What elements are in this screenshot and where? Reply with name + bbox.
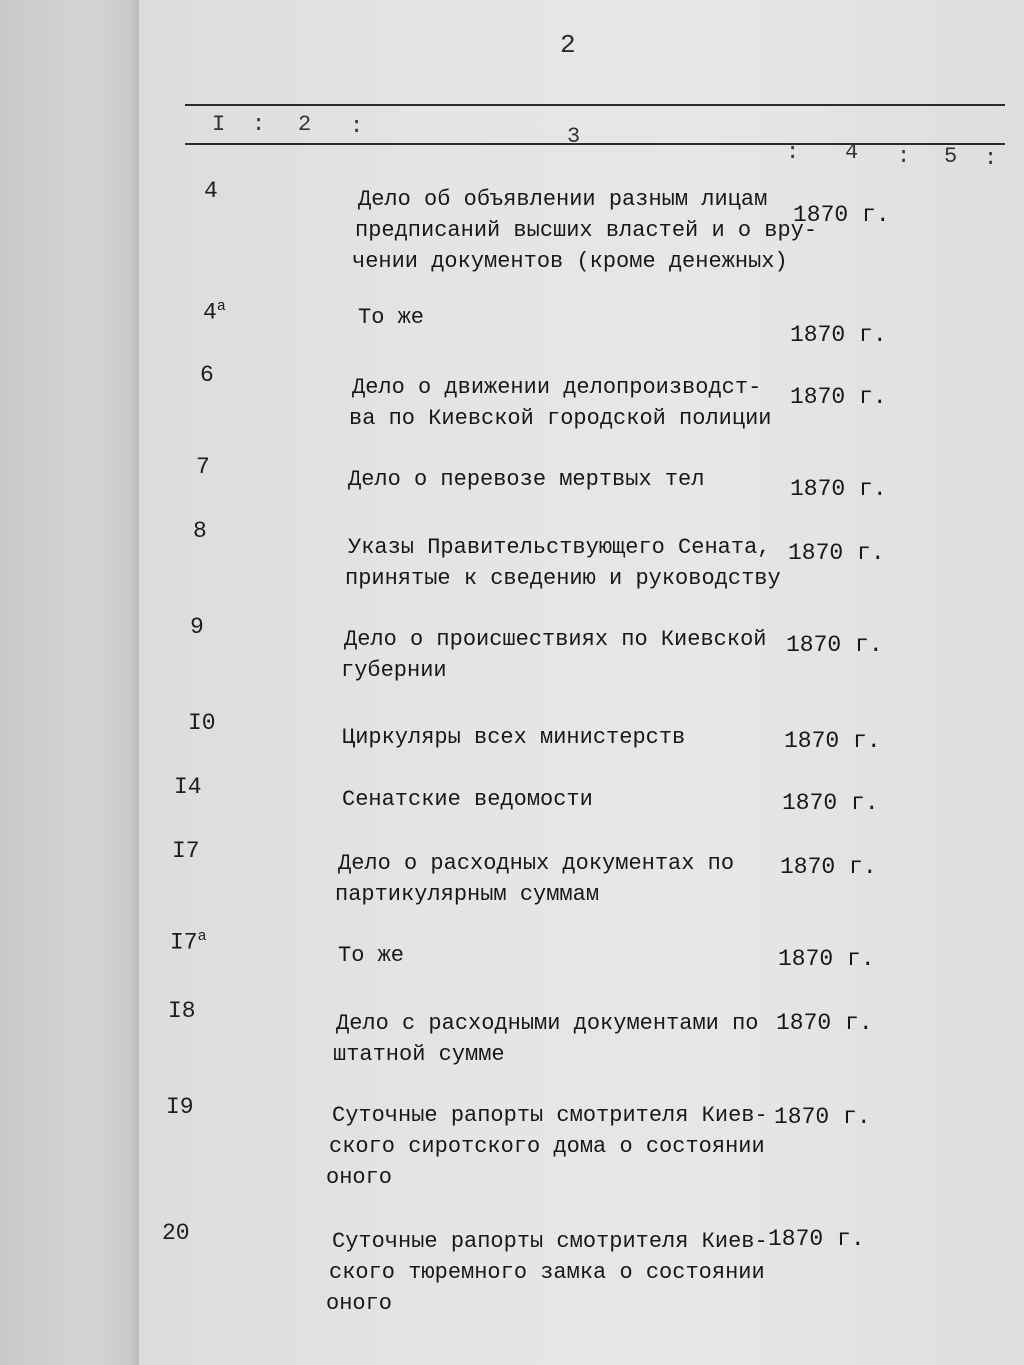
item-number bbox=[172, 838, 200, 864]
item-title-line: принятые к сведению и руководству bbox=[345, 566, 781, 591]
item-title-line: Циркуляры всех министерств bbox=[342, 725, 686, 750]
item-number bbox=[190, 614, 204, 640]
table-top-rule bbox=[185, 104, 1005, 106]
column-separator: : bbox=[786, 140, 800, 165]
item-number bbox=[170, 928, 207, 956]
item-title bbox=[333, 1008, 759, 1070]
item-number-text: 7 bbox=[196, 454, 210, 480]
page-number: 2 bbox=[560, 30, 576, 60]
item-number-text: 4 bbox=[204, 178, 218, 204]
item-title-line: чении документов (кроме денежных) bbox=[352, 249, 788, 274]
item-number-text: 4 bbox=[203, 299, 217, 326]
item-title-line: штатной сумме bbox=[333, 1042, 505, 1067]
item-year: 1870 г. bbox=[778, 946, 875, 972]
item-number bbox=[188, 710, 216, 736]
item-title bbox=[345, 532, 781, 594]
item-year: 1870 г. bbox=[793, 202, 890, 228]
column-separator: : bbox=[350, 114, 364, 139]
item-year: 1870 г. bbox=[788, 540, 885, 566]
item-number bbox=[166, 1094, 194, 1120]
item-title-line: То же bbox=[338, 943, 405, 968]
column-header-1: I bbox=[212, 112, 226, 137]
item-number-text: I8 bbox=[168, 998, 196, 1024]
item-year: 1870 г. bbox=[786, 632, 883, 658]
item-year: 1870 г. bbox=[784, 728, 881, 754]
item-title-line: предписаний высших властей и о вру- bbox=[355, 218, 818, 243]
item-title bbox=[326, 1226, 768, 1319]
item-year: 1870 г. bbox=[790, 322, 887, 348]
item-title-line: Дело о происшествиях по Киевской bbox=[344, 627, 767, 652]
item-year: 1870 г. bbox=[776, 1010, 873, 1036]
item-number-suffix: а bbox=[216, 298, 226, 315]
item-number bbox=[196, 454, 210, 480]
item-title-line: Суточные рапорты смотрителя Киев- bbox=[332, 1103, 768, 1128]
item-title-line: губернии bbox=[341, 658, 447, 683]
item-number-suffix: а bbox=[197, 928, 207, 945]
item-year: 1870 г. bbox=[790, 384, 887, 410]
column-separator: : bbox=[252, 112, 266, 137]
item-title-line: оного bbox=[326, 1165, 393, 1190]
item-title-line: То же bbox=[358, 305, 425, 330]
item-year: 1870 г. bbox=[782, 790, 879, 816]
item-year: 1870 г. bbox=[780, 854, 877, 880]
item-title bbox=[326, 1100, 768, 1193]
item-title-line: партикулярным суммам bbox=[335, 882, 600, 907]
column-header-2: 2 bbox=[298, 112, 312, 137]
column-header-4: 4 bbox=[845, 140, 859, 165]
item-title-line: Дело с расходными документами по bbox=[336, 1011, 759, 1036]
item-year: 1870 г. bbox=[790, 476, 887, 502]
item-title bbox=[348, 464, 704, 495]
item-number-text: I0 bbox=[188, 710, 216, 736]
item-number-text: I9 bbox=[166, 1094, 194, 1120]
item-year: 1870 г. bbox=[774, 1104, 871, 1130]
column-header-5: 5 bbox=[944, 144, 958, 169]
item-title-line: Дело об объявлении разным лицам bbox=[358, 187, 768, 212]
column-header-3: 3 bbox=[567, 124, 581, 149]
item-title bbox=[341, 624, 767, 686]
item-number bbox=[203, 298, 226, 326]
item-title-line: ского тюремного замка о состоянии bbox=[329, 1260, 765, 1285]
item-number-text: I7 bbox=[172, 838, 200, 864]
item-number bbox=[200, 362, 214, 388]
item-number bbox=[162, 1220, 190, 1246]
item-title-line: Указы Правительствующего Сената, bbox=[348, 535, 771, 560]
item-title bbox=[338, 940, 404, 971]
item-title bbox=[352, 184, 818, 277]
item-number bbox=[204, 178, 218, 204]
item-title-line: ва по Киевской городской полиции bbox=[349, 406, 772, 431]
item-year: 1870 г. bbox=[768, 1226, 865, 1252]
item-title-line: Суточные рапорты смотрителя Киев- bbox=[332, 1229, 768, 1254]
item-number-text: 6 bbox=[200, 362, 214, 388]
adjacent-page-edge bbox=[0, 0, 139, 1365]
item-number-text: I7 bbox=[170, 929, 198, 956]
table-header-rule bbox=[185, 143, 1005, 145]
item-title bbox=[342, 722, 685, 753]
item-title bbox=[335, 848, 735, 910]
item-number-text: 8 bbox=[193, 518, 207, 544]
item-title-line: ского сиротского дома о состоянии bbox=[329, 1134, 765, 1159]
item-title-line: оного bbox=[326, 1291, 393, 1316]
item-number bbox=[193, 518, 207, 544]
item-title-line: Дело о перевозе мертвых тел bbox=[348, 467, 705, 492]
item-number-text: 9 bbox=[190, 614, 204, 640]
item-title bbox=[349, 372, 772, 434]
item-number bbox=[168, 998, 196, 1024]
item-title-line: Сенатские ведомости bbox=[342, 787, 593, 812]
item-number-text: 20 bbox=[162, 1220, 190, 1246]
item-title bbox=[358, 302, 424, 333]
column-separator: : bbox=[897, 144, 911, 169]
item-title-line: Дело о движении делопроизводст- bbox=[352, 375, 762, 400]
column-separator: : bbox=[984, 146, 998, 171]
item-number bbox=[174, 774, 202, 800]
item-title bbox=[342, 784, 593, 815]
item-number-text: I4 bbox=[174, 774, 202, 800]
item-title-line: Дело о расходных документах по bbox=[338, 851, 735, 876]
